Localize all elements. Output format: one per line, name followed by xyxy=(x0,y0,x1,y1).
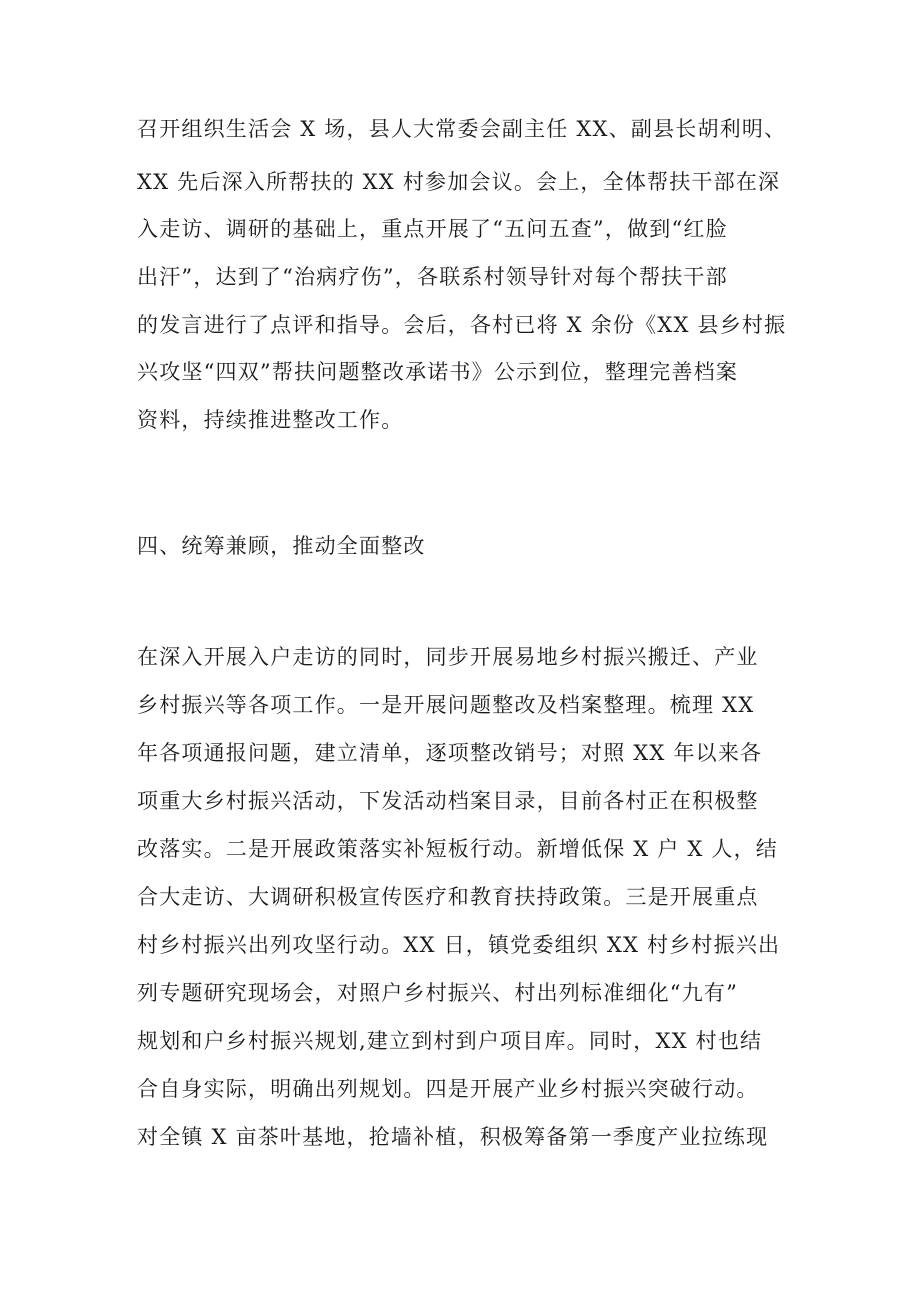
paragraph-line: 列专题研究现场会，对照户乡村振兴、村出列标准细化“九有” xyxy=(137,981,739,1005)
paragraph-line: 年各项通报问题，建立清单，逐项整改销号；对照 XX 年以来各 xyxy=(137,741,763,765)
section-heading: 四、统筹兼顾，推动全面整改 xyxy=(137,534,426,558)
paragraph-line: 乡村振兴等各项工作。一是开展问题整改及档案整理。梳理 XX xyxy=(137,693,755,717)
paragraph-line: 合大走访、大调研积极宣传医疗和教育扶持政策。三是开展重点 xyxy=(137,885,759,909)
paragraph-line: 出汗”，达到了“治病疗伤”，各联系村领导针对每个帮扶干部 xyxy=(137,265,728,289)
paragraph-line: 入走访、调研的基础上，重点开展了“五问五查”，做到“红脸 xyxy=(137,217,728,241)
paragraph-line: 项重大乡村振兴活动，下发活动档案目录，目前各村正在积极整 xyxy=(137,789,759,813)
paragraph-line: 改落实。二是开展政策落实补短板行动。新增低保 X 户 X 人，结 xyxy=(137,837,778,861)
paragraph-line: 村乡村振兴出列攻坚行动。XX 日，镇党委组织 XX 村乡村振兴出 xyxy=(137,933,781,957)
paragraph-line: 合自身实际，明确出列规划。四是开展产业乡村振兴突破行动。 xyxy=(137,1077,759,1101)
paragraph-line: 的发言进行了点评和指导。会后，各村已将 X 余份《XX 县乡村振 xyxy=(137,313,787,337)
paragraph-line: 对全镇 X 亩茶叶基地，抢墙补植，积极筹备第一季度产业拉练现 xyxy=(137,1125,769,1149)
paragraph-line: XX 先后深入所帮扶的 XX 村参加会议。会上，全体帮扶干部在深 xyxy=(137,170,781,194)
paragraph-line: 规划和户乡村振兴规划,建立到村到户项目库。同时，XX 村也结 xyxy=(137,1029,763,1053)
paragraph-line: 在深入开展入户走访的同时，同步开展易地乡村振兴搬迁、产业 xyxy=(137,645,759,669)
paragraph-line: 召开组织生活会 X 场，县人大常委会副主任 XX、副县长胡利明、 xyxy=(137,117,787,141)
paragraph-line: 兴攻坚“四双”帮扶问题整改承诺书》公示到位，整理完善档案 xyxy=(137,360,739,384)
paragraph-line: 资料，持续推进整改工作。 xyxy=(137,408,404,432)
